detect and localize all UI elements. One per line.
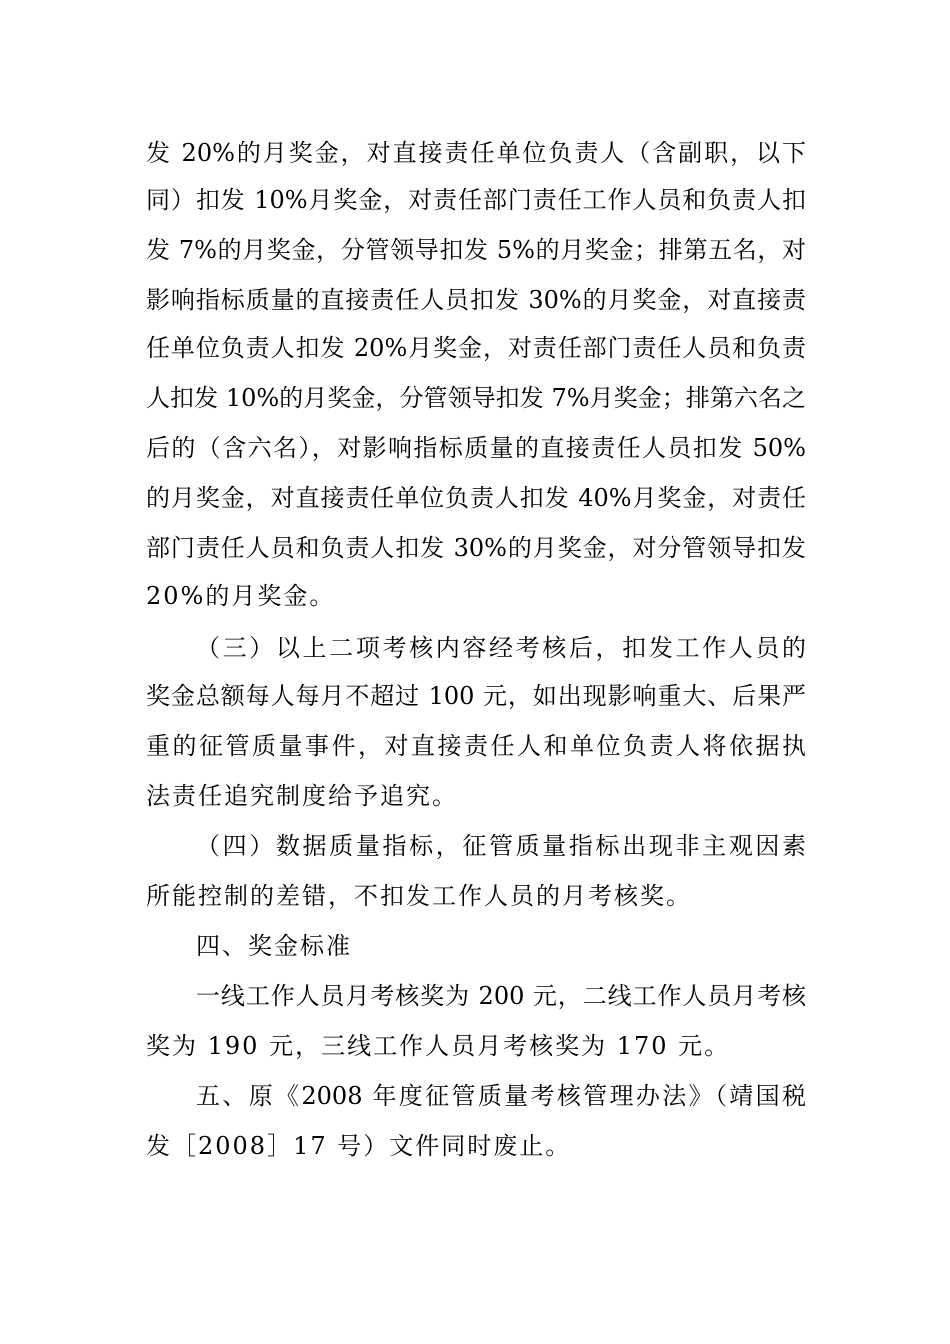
text-line: 奖金总额每人每月不超过 100 元，如出现影响重大、后果严 bbox=[146, 682, 806, 710]
text-line: 法责任追究制度给予追究。 bbox=[146, 782, 458, 810]
text-line: 后的（含六名），对影响指标质量的直接责任人员扣发 50% bbox=[146, 434, 806, 462]
text-line: 的月奖金，对直接责任单位负责人扣发 40%月奖金，对责任 bbox=[146, 484, 806, 512]
text-line: 发 7%的月奖金，分管领导扣发 5%的月奖金；排第五名，对 bbox=[146, 236, 806, 264]
section-heading: 四、奖金标准 bbox=[196, 932, 352, 960]
text-line: 一线工作人员月考核奖为 200 元，二线工作人员月考核 bbox=[196, 982, 806, 1010]
text-line: 同）扣发 10%月奖金，对责任部门责任工作人员和负责人扣 bbox=[146, 186, 806, 214]
text-line: 所能控制的差错，不扣发工作人员的月考核奖。 bbox=[146, 882, 692, 910]
text-line: 任单位负责人扣发 20%月奖金，对责任部门责任人员和负责 bbox=[146, 334, 806, 362]
text-line: 部门责任人员和负责人扣发 30%的月奖金，对分管领导扣发 bbox=[146, 534, 806, 562]
text-line: 奖为 190 元，三线工作人员月考核奖为 170 元。 bbox=[146, 1032, 731, 1060]
text-line: 影响指标质量的直接责任人员扣发 30%的月奖金，对直接责 bbox=[146, 286, 806, 314]
text-line: 人扣发 10%的月奖金，分管领导扣发 7%月奖金；排第六名之 bbox=[146, 384, 806, 412]
text-line: （三）以上二项考核内容经考核后，扣发工作人员的 bbox=[196, 634, 806, 662]
text-line: 发［2008］17 号）文件同时废止。 bbox=[146, 1132, 572, 1160]
text-line: 发 20%的月奖金，对直接责任单位负责人（含副职，以下 bbox=[146, 139, 806, 167]
text-line: （四）数据质量指标，征管质量指标出现非主观因素 bbox=[196, 832, 806, 860]
text-line: 五、原《2008 年度征管质量考核管理办法》（靖国税 bbox=[196, 1082, 806, 1110]
text-line: 重的征管质量事件，对直接责任人和单位负责人将依据执 bbox=[146, 732, 806, 760]
text-line: 20%的月奖金。 bbox=[146, 582, 336, 610]
